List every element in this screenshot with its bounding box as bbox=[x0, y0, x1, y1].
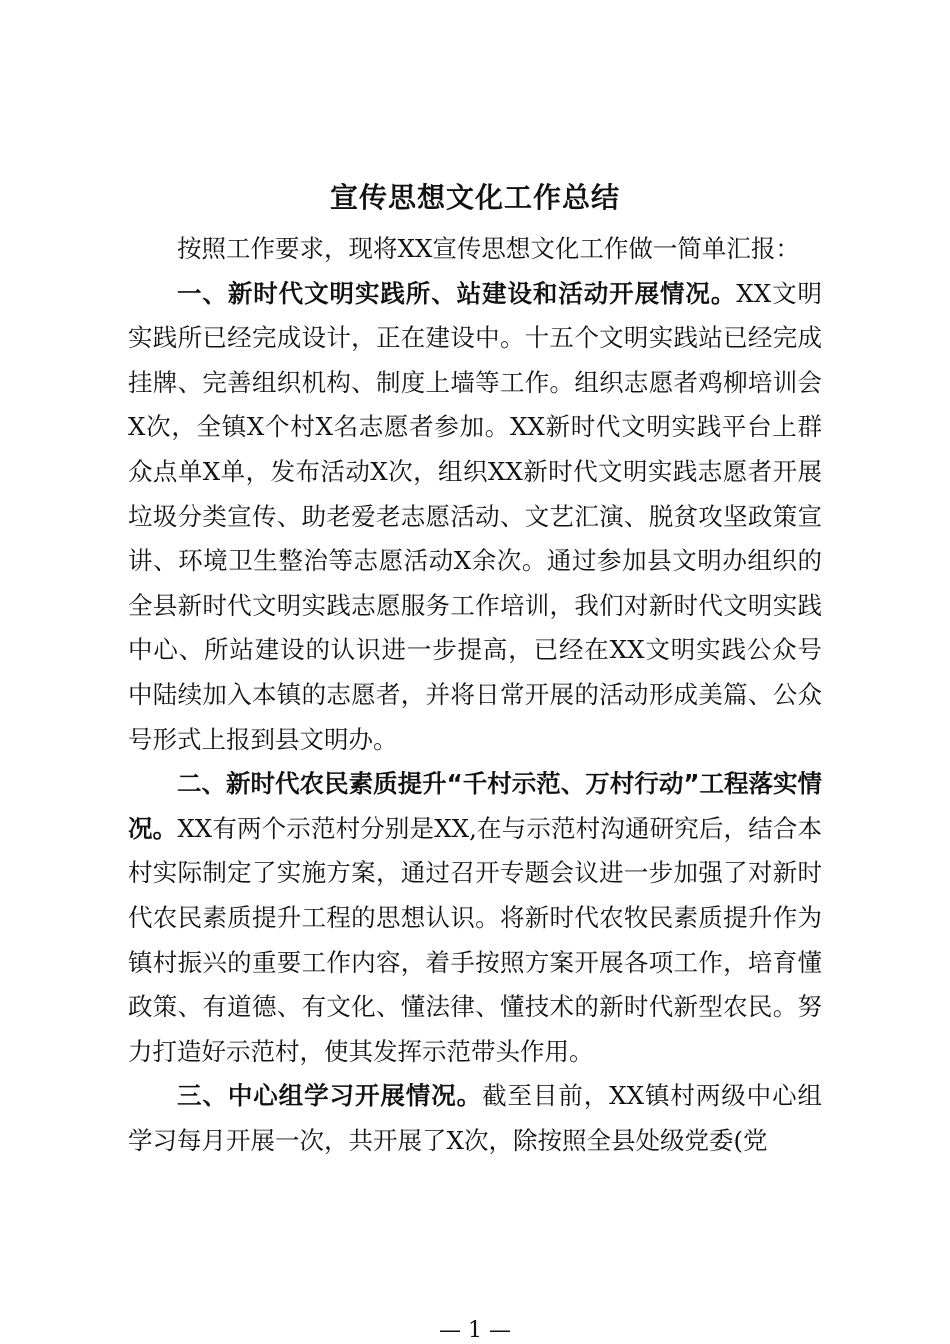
section-1-paragraph bbox=[128, 272, 822, 763]
section-1-body: XX文明实践所已经完成设计，正在建设中。十五个文明实践站已经完成挂牌、完善组织机构、制度上墙等工作。组织志愿者鸡柳培训会X次，全镇X个村X名志愿者参加。XX新时代文明实践平台上群众点单X单，发布活动X次，组织XX新时代文明实践志愿者开展垃圾分类宣传、助老爱老志愿活动、文艺汇演、脱贫攻坚政策宣讲、环境卫生整治等志愿活动X余次。通过参加县文明办组织的全县新时代文明实践志愿服务工作培训，我们对新时代文明实践中心、所站建设的认识进一步提高，已经在XX文明实践公众号中陆续加入本镇的志愿者，并将日常开展的活动形成美篇、公众号形式上报到县文明办。 bbox=[128, 278, 822, 754]
page-number: — 1 — bbox=[439, 1318, 511, 1343]
section-3-paragraph bbox=[128, 1074, 822, 1163]
section-2-heading: 二、新时代农民素质提升“千村示范、万村行动”工程落实情况。 bbox=[128, 769, 822, 843]
intro-paragraph: 按照工作要求，现将XX宣传思想文化工作做一简单汇报： bbox=[177, 234, 800, 263]
section-3-heading: 三、中心组学习开展情况。 bbox=[177, 1081, 483, 1111]
section-3-body: 截至目前，XX镇村两级中心组学习每月开展一次，共开展了X次，除按照全县处级党委(党 bbox=[128, 1081, 822, 1155]
section-2-paragraph bbox=[128, 762, 822, 1074]
document-body bbox=[128, 227, 822, 1163]
section-1-heading: 一、新时代文明实践所、站建设和活动开展情况。 bbox=[177, 278, 737, 308]
document-title: 宣传思想文化工作总结 bbox=[329, 181, 620, 214]
section-2-body: XX有两个示范村分别是XX,在与示范村沟通研究后，结合本村实际制定了实施方案，通过召开专题会议进一步加强了对新时代农民素质提升工程的思想认识。将新时代农牧民素质提升作为镇村振兴的重要工作内容，着手按照方案开展各项工作，培育懂政策、有道德、有文化、懂法律、懂技术的新时代新型农民。努力打造好示范村，使其发挥示范带头作用。 bbox=[128, 813, 823, 1066]
